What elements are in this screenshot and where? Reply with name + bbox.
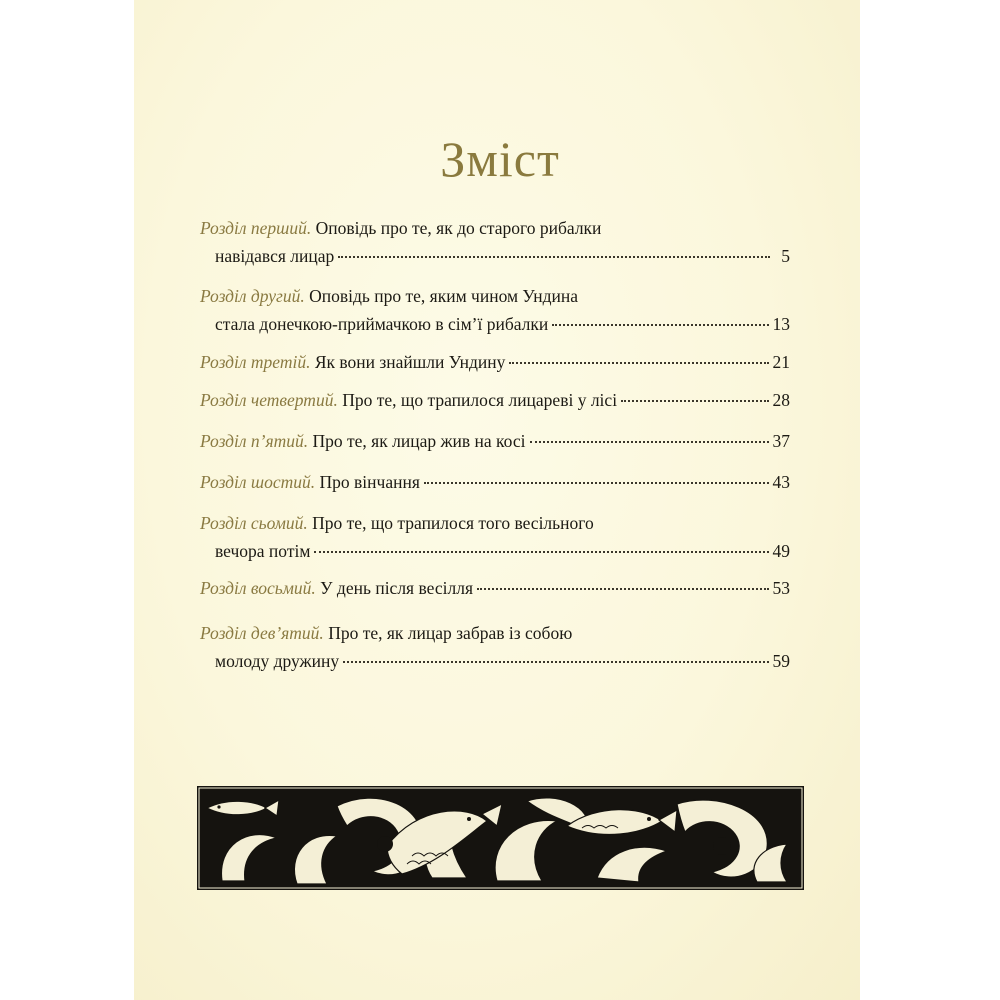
chapter-title: Про вінчання <box>319 472 420 492</box>
chapter-title: Оповідь про те, як до старого рибалки <box>315 218 602 238</box>
toc-entry-9[interactable] <box>200 619 790 675</box>
page-number: 49 <box>772 541 790 561</box>
page-number: 13 <box>772 314 790 334</box>
chapter-label: Розділ восьмий. <box>200 578 316 598</box>
toc-entry-3[interactable] <box>200 348 790 376</box>
page-number: 21 <box>772 352 790 372</box>
chapter-label: Розділ перший. <box>200 218 312 238</box>
toc-entry-1[interactable] <box>200 214 790 270</box>
page-number: 43 <box>772 472 790 492</box>
chapter-title: Про те, що трапилося лицареві у лісі <box>342 390 618 410</box>
page-number: 37 <box>772 431 790 451</box>
page-number: 59 <box>772 651 790 671</box>
chapter-label: Розділ сьомий. <box>200 513 308 533</box>
chapter-title: Про те, як лицар забрав із собою <box>328 623 573 643</box>
chapter-title-cont: стала донечкою-приймачкою в сім’ї рибалки <box>215 314 549 334</box>
page-number: 5 <box>781 246 790 266</box>
leader-dots <box>338 256 770 258</box>
toc-entry-7[interactable] <box>200 509 790 565</box>
leader-dots <box>314 551 768 553</box>
chapter-title-cont: молоду дружину <box>215 651 340 671</box>
leader-dots <box>530 441 769 443</box>
decorative-fish-ornament <box>197 786 804 890</box>
chapter-title-cont: вечора потім <box>215 541 311 561</box>
chapter-label: Розділ четвертий. <box>200 390 338 410</box>
toc-entry-2[interactable] <box>200 282 790 338</box>
chapter-label: Розділ третій. <box>200 352 311 372</box>
chapter-title: У день після весілля <box>320 578 473 598</box>
chapter-title: Оповідь про те, яким чином Ундина <box>309 286 579 306</box>
leader-dots <box>343 661 768 663</box>
leader-dots <box>477 588 769 590</box>
chapter-title: Як вони знайшли Ундину <box>314 352 506 372</box>
chapter-label: Розділ п’ятий. <box>200 431 309 451</box>
page-number: 28 <box>772 390 790 410</box>
chapter-title: Про те, що трапилося того весільного <box>312 513 594 533</box>
page-title: Зміст <box>440 131 560 187</box>
toc-entry-5[interactable] <box>200 427 790 455</box>
leader-dots <box>552 324 768 326</box>
chapter-label: Розділ дев’ятий. <box>200 623 324 643</box>
leader-dots <box>509 362 768 364</box>
chapter-title: Про те, як лицар жив на косі <box>312 431 526 451</box>
toc-entry-4[interactable] <box>200 386 790 414</box>
toc-entry-6[interactable] <box>200 468 790 496</box>
toc-entry-8[interactable] <box>200 574 790 602</box>
chapter-title-cont: навідався лицар <box>215 246 335 266</box>
page-number: 53 <box>772 578 790 598</box>
leader-dots <box>621 400 768 402</box>
chapter-label: Розділ шостий. <box>200 472 316 492</box>
chapter-label: Розділ другий. <box>200 286 305 306</box>
leader-dots <box>424 482 769 484</box>
